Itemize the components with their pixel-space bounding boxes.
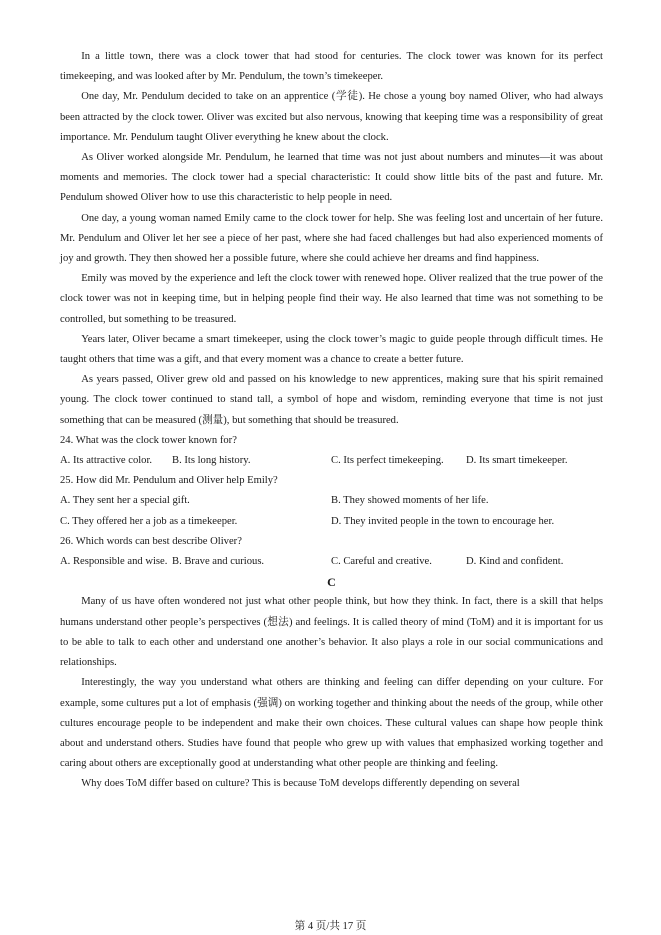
passage-paragraph: One day, a young woman named Emily came to the clock tower for help. She was feeling lost and uncertain of her future. Mr. Pendulum and Oliver let her see a piece of her past, where she had faced challenges but had also experienced moments of joy and growth. They then showed her a possible future, where she could achieve her dreams and find happiness.	[60, 212, 603, 265]
option-d[interactable]: D. They invited people in the town to encourage her.	[331, 515, 555, 527]
passage-c	[60, 572, 603, 794]
passage-paragraph: Emily was moved by the experience and left the clock tower with renewed hope. Oliver realized that the true power of the clock tower was not in keeping time, but in helping people find their way. He also learned that time was not something to be controlled, but something to be treasured.	[60, 273, 603, 325]
page-content	[60, 47, 603, 795]
question-25	[60, 471, 603, 532]
option-d[interactable]: D. Kind and confident.	[466, 556, 564, 568]
option-c[interactable]: C. Its perfect timekeeping.	[331, 455, 444, 467]
question-26	[60, 532, 603, 572]
passage-paragraph: In a little town, there was a clock tower that had stood for centuries. The clock tower was known for its perfect timekeeping, and was looked after by Mr. Pendulum, the town’s timekeeper.	[60, 51, 603, 83]
option-a[interactable]: A. They sent her a special gift.	[60, 495, 190, 507]
option-c[interactable]: C. Careful and creative.	[331, 556, 432, 568]
option-b[interactable]: B. Brave and curious.	[172, 556, 265, 568]
passage-paragraph: Many of us have often wondered not just what other people think, but how they think. In fact, there is a skill that helps humans understand other people’s perspectives (想法) and feelings. It is called theory of mind (ToM) and it is important for us to be able to talk to each other and understand one another’s behavior. It also plays a role in our social communications and relationships.	[60, 596, 603, 669]
question-stem: 26. Which words can best describe Oliver?	[60, 535, 242, 547]
option-b[interactable]: B. Its long history.	[172, 455, 251, 467]
question-options	[60, 451, 603, 471]
option-b[interactable]: B. They showed moments of her life.	[331, 495, 489, 507]
option-a[interactable]: A. Its attractive color.	[60, 455, 153, 467]
option-a[interactable]: A. Responsible and wise.	[60, 556, 168, 568]
passage-paragraph: One day, Mr. Pendulum decided to take on an apprentice (学徒). He chose a young boy named Oliver, who had always been attracted by the clock tower. Oliver was excited but also nervous, knowing that keeping time was a responsibility of great importance. Mr. Pendulum taught Oliver everything he knew about the clock.	[60, 91, 603, 143]
option-c[interactable]: C. They offered her a job as a timekeeper.	[60, 515, 238, 527]
question-24	[60, 431, 603, 471]
passage-paragraph: As Oliver worked alongside Mr. Pendulum, he learned that time was not just about numbers and minutes—it was about moments and memories. The clock tower had a special characteristic: It could show little bits of the past and future. Mr. Pendulum showed Oliver how to use this characteristic to help people in need.	[60, 152, 603, 204]
section-title: C	[327, 575, 336, 590]
option-d[interactable]: D. Its smart timekeeper.	[466, 455, 568, 467]
question-stem: 25. How did Mr. Pendulum and Oliver help Emily?	[60, 475, 278, 487]
page-footer: 第 4 页/共 17 页	[294, 921, 367, 932]
question-stem: 24. What was the clock tower known for?	[60, 434, 237, 446]
passage-b	[60, 47, 603, 431]
question-options	[60, 491, 603, 511]
passage-paragraph: Interestingly, the way you understand what others are thinking and feeling can differ depending on your culture. For example, some cultures put a lot of emphasis (强调) on working together and thinking about the needs of the group, while other cultures encourage people to be independent and make their own choices. These cultural values can shape how people think about and understand others. Studies have found that people who grew up with values that emphasized working together and caring about others are exceptionally good at understanding what other people are thinking and feeling.	[60, 677, 603, 770]
question-options	[60, 552, 603, 572]
passage-paragraph: Why does ToM differ based on culture? This is because ToM develops differently depending on several	[81, 778, 520, 790]
passage-paragraph: As years passed, Oliver grew old and passed on his knowledge to new apprentices, making sure that his spirit remained young. The clock tower continued to stand tall, a symbol of hope and wisdom, reminding everyone that time is not just something that can be measured (测量), but something that should be treasured.	[60, 374, 603, 426]
passage-paragraph: Years later, Oliver became a smart timekeeper, using the clock tower’s magic to guide people through difficult times. He taught others that time was a gift, and that every moment was a chance to create a better future.	[60, 333, 603, 366]
question-options	[60, 512, 603, 532]
